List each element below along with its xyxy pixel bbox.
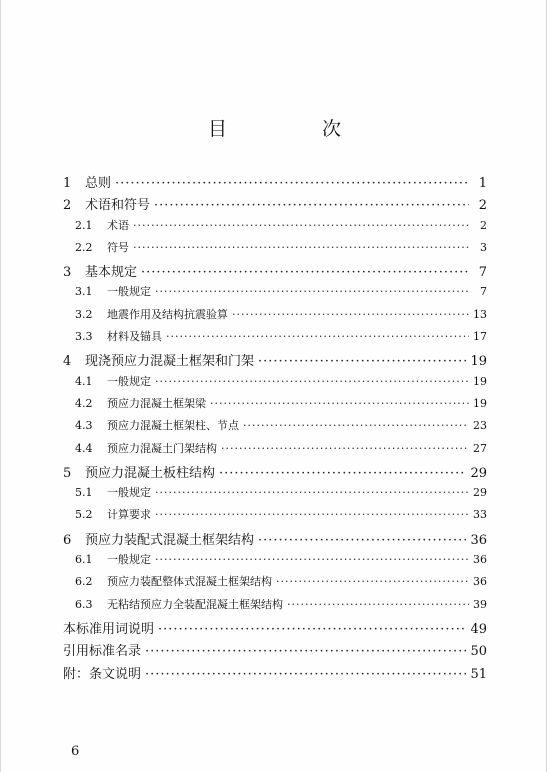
dot-leader: [258, 533, 466, 548]
toc-entry[interactable]: [63, 440, 487, 462]
dot-leader: [155, 486, 469, 499]
toc-entry-page: 50: [470, 644, 487, 660]
dot-leader: [210, 397, 469, 410]
toc-entry-page: 23: [473, 419, 487, 433]
dot-leader: [155, 285, 469, 298]
toc-entry-number: 3.1: [75, 285, 93, 299]
toc-entry[interactable]: [63, 618, 487, 640]
dot-leader: [219, 466, 466, 481]
toc-entry-page: 29: [470, 465, 487, 481]
dot-leader: [115, 176, 469, 191]
toc-entry-page: 1: [478, 176, 487, 191]
toc-entry-number: 2.1: [75, 218, 93, 232]
toc-entry[interactable]: [63, 373, 487, 395]
toc-entry-page: 51: [470, 666, 487, 682]
toc-entry-number: 1: [63, 176, 72, 191]
toc-entry[interactable]: [63, 484, 487, 506]
toc-entry[interactable]: [63, 261, 487, 283]
toc-entry-page: 36: [473, 575, 487, 589]
toc-entry-title: 预应力混凝土门架结构: [107, 441, 217, 455]
toc-entry-title: 计算要求: [107, 508, 151, 522]
toc-entry-number: 6: [63, 532, 72, 548]
toc-entry-page: 36: [470, 532, 487, 548]
toc-entry-number: 6.2: [75, 575, 93, 589]
toc-entry-page: 29: [473, 486, 487, 500]
toc-entry-page: 39: [473, 597, 487, 611]
toc-entry-number: 4.3: [75, 419, 93, 433]
toc-entry-page: 13: [473, 307, 487, 321]
toc-entry-title: 现浇预应力混凝土框架和门架: [85, 354, 255, 370]
toc-entry-page: 2: [478, 198, 487, 214]
toc-entry[interactable]: [63, 529, 487, 551]
toc-entry-title: 预应力装配式混凝土框架结构: [85, 532, 255, 548]
table-of-contents: [63, 172, 487, 685]
toc-entry-title: 本标准用词说明: [63, 621, 155, 637]
toc-entry[interactable]: [63, 417, 487, 439]
toc-entry-page: 3: [480, 240, 487, 254]
toc-entry-page: 17: [473, 330, 487, 344]
toc-entry-page: 7: [478, 265, 487, 281]
toc-entry[interactable]: [63, 172, 487, 194]
toc-entry-title: 预应力装配整体式混凝土框架结构: [107, 575, 272, 589]
toc-entry-number: 5.2: [75, 508, 93, 522]
toc-entry-page: 2: [480, 218, 487, 232]
dot-leader: [158, 622, 466, 637]
toc-entry-page: 19: [473, 396, 487, 410]
toc-entry[interactable]: [63, 663, 487, 685]
toc-entry-title: 预应力混凝土板柱结构: [85, 465, 216, 481]
toc-entry-title: 附：条文说明: [63, 666, 142, 682]
dot-leader: [133, 241, 469, 254]
dot-leader: [221, 442, 469, 455]
toc-entry[interactable]: [63, 462, 487, 484]
toc-entry-title: 基本规定: [85, 265, 138, 281]
toc-entry-title: 术语: [107, 218, 129, 232]
toc-entry-title: 材料及锚具: [107, 330, 162, 344]
toc-entry-title: 符号: [107, 240, 129, 254]
toc-entry-page: 33: [473, 508, 487, 522]
toc-entry-title: 一般规定: [107, 374, 151, 388]
page-title: 目 次: [207, 118, 379, 140]
toc-entry[interactable]: [63, 573, 487, 595]
dot-leader: [155, 375, 469, 388]
toc-entry-title: 总则: [85, 176, 112, 191]
toc-entry[interactable]: [63, 506, 487, 528]
toc-entry[interactable]: [63, 596, 487, 618]
page-number: 6: [71, 744, 80, 759]
dot-leader: [258, 354, 466, 369]
toc-entry[interactable]: [63, 217, 487, 239]
toc-entry-number: 6.1: [75, 553, 93, 567]
toc-entry-number: 4.1: [75, 374, 93, 388]
toc-entry-number: 3: [63, 265, 72, 281]
toc-entry-number: 3.2: [75, 307, 93, 321]
toc-entry-number: 5.1: [75, 486, 93, 500]
toc-entry-page: 19: [473, 374, 487, 388]
toc-entry-number: 3.3: [75, 330, 93, 344]
toc-entry-page: 19: [470, 354, 487, 370]
toc-entry-title: 预应力混凝土框架梁: [107, 396, 206, 410]
dot-leader: [155, 508, 469, 521]
toc-entry-number: 6.3: [75, 597, 93, 611]
dot-leader: [232, 308, 469, 321]
toc-entry-title: 地震作用及结构抗震验算: [107, 307, 228, 321]
dot-leader: [145, 644, 466, 659]
dot-leader: [154, 198, 469, 213]
toc-entry-number: 5: [63, 465, 72, 481]
toc-entry-number: 4: [63, 354, 72, 370]
toc-entry[interactable]: [63, 283, 487, 305]
toc-entry-page: 7: [480, 285, 487, 299]
toc-entry-page: 27: [473, 441, 487, 455]
dot-leader: [287, 598, 469, 611]
toc-entry-title: 一般规定: [107, 486, 151, 500]
toc-entry-title: 一般规定: [107, 285, 151, 299]
toc-entry-title: 引用标准名录: [63, 644, 142, 660]
toc-entry-number: 2.2: [75, 240, 93, 254]
toc-entry-title: 预应力混凝土框架柱、节点: [107, 419, 239, 433]
dot-leader: [141, 265, 469, 280]
toc-entry-number: 4.2: [75, 396, 93, 410]
dot-leader: [145, 667, 466, 682]
toc-entry[interactable]: [63, 306, 487, 328]
toc-entry-title: 无粘结预应力全装配混凝土框架结构: [107, 597, 283, 611]
toc-entry-title: 一般规定: [107, 553, 151, 567]
toc-entry-title: 术语和符号: [85, 198, 151, 214]
toc-entry[interactable]: [63, 239, 487, 261]
dot-leader: [166, 330, 469, 343]
toc-entry[interactable]: [63, 551, 487, 573]
dot-leader: [276, 575, 469, 588]
dot-leader: [155, 553, 469, 566]
toc-entry[interactable]: [63, 194, 487, 216]
dot-leader: [243, 419, 469, 432]
toc-entry[interactable]: [63, 395, 487, 417]
toc-entry-number: 2: [63, 198, 72, 214]
toc-entry-number: 4.4: [75, 441, 93, 455]
toc-entry-page: 49: [470, 621, 487, 637]
dot-leader: [133, 219, 469, 232]
toc-entry[interactable]: [63, 328, 487, 350]
toc-entry-page: 36: [473, 553, 487, 567]
toc-entry[interactable]: [63, 640, 487, 662]
toc-entry[interactable]: [63, 350, 487, 372]
